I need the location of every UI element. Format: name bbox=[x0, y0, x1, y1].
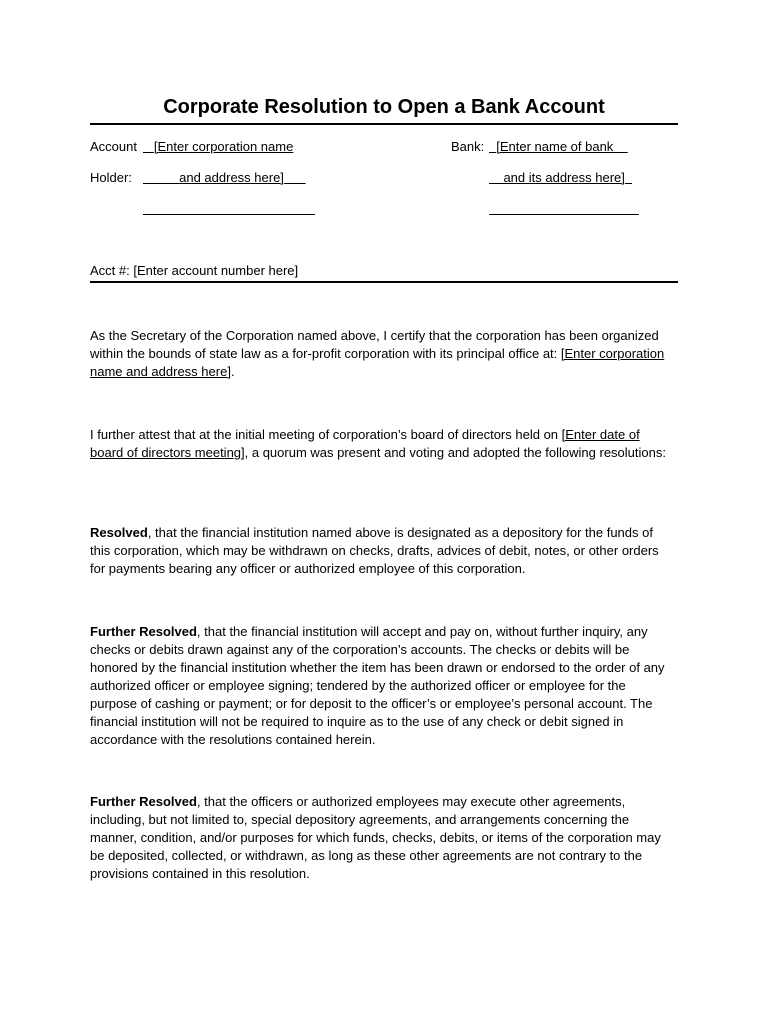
acct-number-value: [Enter account number here] bbox=[133, 263, 299, 278]
p2-end: , a quorum was present and voting and adopted the following resolutions: bbox=[244, 445, 666, 460]
p1-text: As the Secretary of the Corporation named above, I certify that the corporation has been organized within the bounds of state law as a for-profit corporation with its principal office at: bbox=[90, 328, 659, 361]
p5-lead: Further Resolved bbox=[90, 794, 197, 809]
account-value-text-1: [Enter corporation name bbox=[153, 139, 294, 154]
acct-number-line bbox=[90, 263, 298, 279]
bank-label: Bank: bbox=[451, 139, 485, 154]
p3-text: , that the financial institution named above is designated as a depository for the funds of this corporation, which may be withdrawn on checks, drafts, advices of debit, notes, or other orders for payments bearing any officer or authorized employee of this corporation. bbox=[90, 525, 659, 576]
acct-number-label: Acct #: bbox=[90, 263, 130, 278]
account-value-text-2: and address here] bbox=[179, 170, 284, 185]
bank-blank-line bbox=[489, 214, 639, 215]
paragraph-resolved bbox=[90, 524, 676, 578]
title-rule bbox=[90, 123, 678, 125]
paragraph-attestation bbox=[90, 426, 676, 462]
p3-lead: Resolved bbox=[90, 525, 148, 540]
bank-value-line1 bbox=[489, 139, 628, 155]
p2-text: I further attest that at the initial meeting of corporation’s board of directors held on bbox=[90, 427, 562, 442]
p4-text: , that the financial institution will accept and pay on, without further inquiry, any checks or debits drawn against any of the corporation’s accounts. The checks or debits will be honored by the financial institution whether the item has been drawn or endorsed to the order of any authorized officer or employee signing; tendered by the authorized officer or employee for the purpose of cashing or payment; or for deposit to the officer’s or employee’s personal account. The financial institution will not be required to inquire as to the use of any check or debit signed in accordance with the resolutions contained herein. bbox=[90, 624, 665, 747]
p5-text: , that the officers or authorized employees may execute other agreements, including, but not limited to, special depository agreements, and arrangements concerning the manner, condition, and/or purposes for which funds, checks, debits, or items of the corporation may be deposited, collected, or withdrawn, as long as these other agreements are not contrary to the provisions contained in this resolution. bbox=[90, 794, 661, 881]
header-bottom-rule bbox=[90, 281, 678, 283]
bank-value-line2 bbox=[489, 170, 632, 186]
document-title: Corporate Resolution to Open a Bank Account bbox=[163, 96, 605, 118]
p1-end: . bbox=[230, 364, 235, 379]
account-label-line2: Holder: bbox=[90, 170, 132, 185]
account-value-line1 bbox=[143, 139, 293, 155]
bank-value-text-1: [Enter name of bank bbox=[496, 139, 614, 154]
paragraph-further-resolved-1 bbox=[90, 623, 676, 749]
account-blank-line bbox=[143, 214, 315, 215]
bank-value-text-2: and its address here] bbox=[503, 170, 625, 185]
p2-placeholder: [Enter date of board of directors meeting] bbox=[90, 427, 640, 460]
p1-placeholder: [Enter corporation name and address here] bbox=[90, 346, 665, 379]
paragraph-further-resolved-2 bbox=[90, 793, 676, 883]
paragraph-certification bbox=[90, 327, 676, 381]
account-label-line1: Account bbox=[90, 139, 137, 154]
p4-lead: Further Resolved bbox=[90, 624, 197, 639]
account-value-line2 bbox=[143, 170, 306, 186]
